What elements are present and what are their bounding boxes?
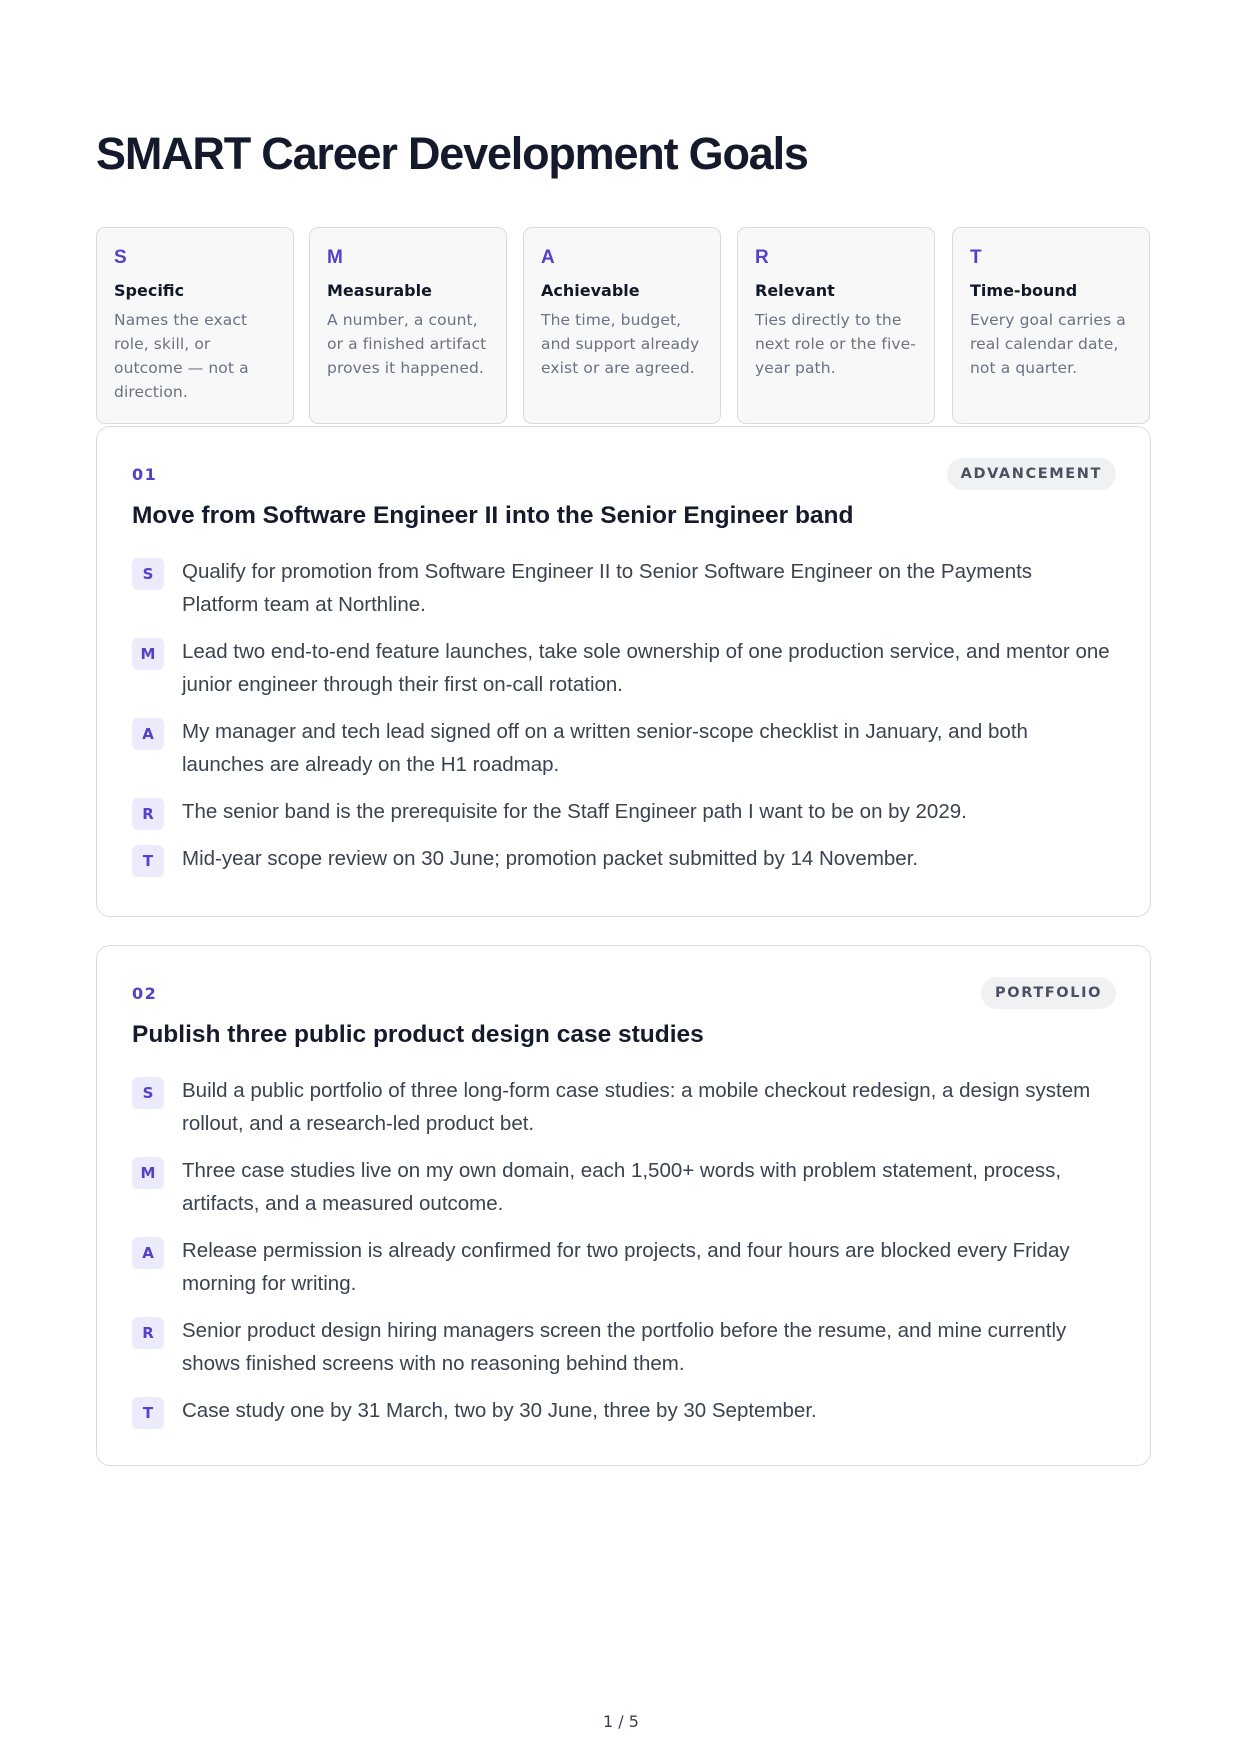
legend-description: Ties directly to the next role or the five-year path. <box>755 311 916 377</box>
legend-card-time-bound <box>952 227 1150 424</box>
criterion-badge: R <box>132 798 164 830</box>
page-number: 1 / 5 <box>603 1712 639 1731</box>
criterion-text: Qualify for promotion from Software Engineer II to Senior Software Engineer on the Payments Platform team at Northline. <box>182 560 1033 616</box>
legend-name: Relevant <box>755 281 835 300</box>
criterion-text: My manager and tech lead signed off on a written senior-scope checklist in January, and both launches are already on the H1 roadmap. <box>182 720 1028 776</box>
goal-card-advancement <box>96 426 1151 917</box>
legend-card-achievable <box>523 227 721 424</box>
legend-letter: S <box>114 247 127 268</box>
goal-criteria-list <box>132 1074 1112 1441</box>
criterion-row-time-bound <box>132 1394 1112 1427</box>
legend-description: Names the exact role, skill, or outcome — not a direction. <box>114 311 249 401</box>
criterion-text: Case study one by 31 March, two by 30 June, three by 30 September. <box>182 1399 817 1422</box>
legend-description: The time, budget, and support already exist or are agreed. <box>541 311 700 377</box>
criterion-badge: M <box>132 1157 164 1189</box>
legend-description: A number, a count, or a finished artifact proves it happened. <box>327 311 487 377</box>
criterion-badge: T <box>132 845 164 877</box>
legend-name: Specific <box>114 281 185 300</box>
criterion-badge: R <box>132 1317 164 1349</box>
legend-description: Every goal carries a real calendar date, not a quarter. <box>970 311 1126 377</box>
criterion-text: Lead two end-to-end feature launches, take sole ownership of one production service, and mentor one junior engineer through their first on-call rotation. <box>182 640 1110 696</box>
criterion-row-achievable <box>132 715 1112 781</box>
legend-card-measurable <box>309 227 507 424</box>
legend-name: Measurable <box>327 281 432 300</box>
criterion-row-measurable <box>132 1154 1112 1220</box>
goal-number: 02 <box>132 984 158 1003</box>
criterion-row-specific <box>132 1074 1112 1140</box>
legend-name: Time-bound <box>970 281 1078 300</box>
goal-number: 01 <box>132 465 158 484</box>
goal-title: Move from Software Engineer II into the Senior Engineer band <box>132 502 854 529</box>
criterion-row-time-bound <box>132 842 1112 875</box>
criterion-row-relevant <box>132 795 1112 828</box>
criterion-row-specific <box>132 555 1112 621</box>
criterion-badge: T <box>132 1397 164 1429</box>
criterion-badge: M <box>132 638 164 670</box>
criterion-text: Build a public portfolio of three long-form case studies: a mobile checkout redesign, a design system rollout, and a research-led product bet. <box>182 1079 1091 1135</box>
legend-name: Achievable <box>541 281 640 300</box>
legend-card-specific <box>96 227 294 424</box>
legend-card-relevant <box>737 227 935 424</box>
criterion-text: Three case studies live on my own domain, each 1,500+ words with problem statement, process, artifacts, and a measured outcome. <box>182 1159 1062 1215</box>
legend-letter: M <box>327 247 343 268</box>
criterion-row-measurable <box>132 635 1112 701</box>
criterion-badge: A <box>132 718 164 750</box>
goal-card-portfolio <box>96 945 1151 1466</box>
goal-category-badge: ADVANCEMENT <box>947 458 1116 490</box>
legend-letter: T <box>970 247 982 268</box>
legend-letter: A <box>541 247 555 268</box>
criterion-text: Mid-year scope review on 30 June; promotion packet submitted by 14 November. <box>182 847 919 870</box>
goal-category-badge: PORTFOLIO <box>981 977 1116 1009</box>
page-title: SMART Career Development Goals <box>96 128 808 179</box>
criterion-row-relevant <box>132 1314 1112 1380</box>
goal-title: Publish three public product design case studies <box>132 1021 704 1048</box>
criterion-text: Senior product design hiring managers screen the portfolio before the resume, and mine currently shows finished screens with no reasoning behind them. <box>182 1319 1067 1375</box>
criterion-badge: S <box>132 1077 164 1109</box>
criterion-text: Release permission is already confirmed for two projects, and four hours are blocked every Friday morning for writing. <box>182 1239 1070 1295</box>
legend-letter: R <box>755 247 769 268</box>
criterion-row-achievable <box>132 1234 1112 1300</box>
criterion-badge: A <box>132 1237 164 1269</box>
criterion-text: The senior band is the prerequisite for the Staff Engineer path I want to be on by 2029. <box>182 800 967 823</box>
criterion-badge: S <box>132 558 164 590</box>
smart-legend <box>96 227 1151 425</box>
goal-criteria-list <box>132 555 1112 889</box>
